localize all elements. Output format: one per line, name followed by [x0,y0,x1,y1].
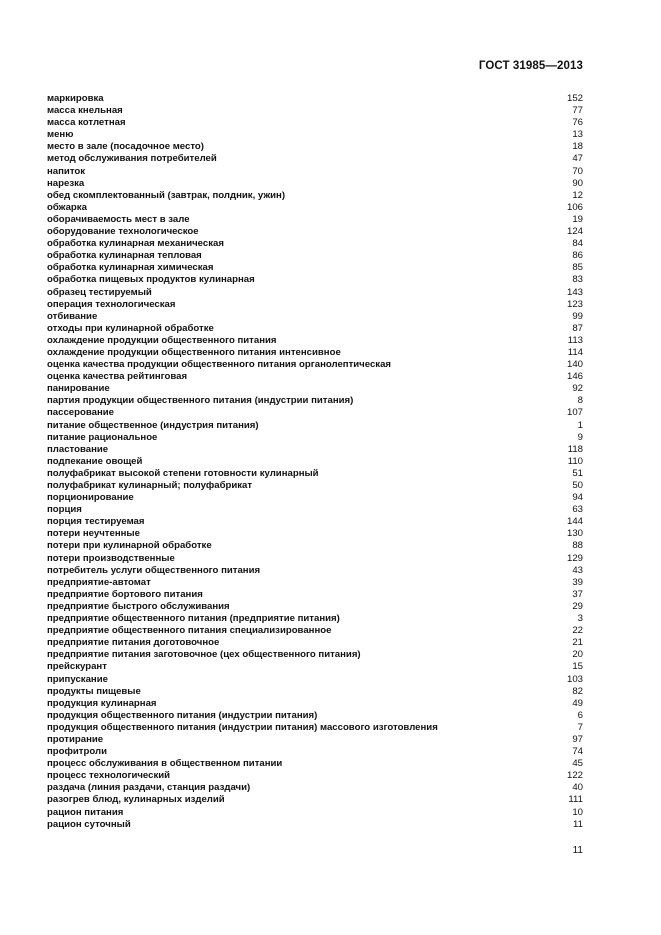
index-entry [47,540,583,552]
index-entry [47,758,583,770]
index-term: предприятие общественного питания (предприятие питания) [47,613,340,625]
index-page-number: 97 [572,733,583,745]
index-page-number: 99 [572,310,583,322]
index-page-number: 111 [568,794,583,806]
index-page-number: 51 [572,467,583,479]
index-page-number: 12 [572,189,583,201]
index-term: операция технологическая [47,298,176,310]
index-term: нарезка [47,177,85,189]
index-term: протирание [47,733,104,745]
index-term: оценка качества рейтинговая [47,371,188,383]
index-entry [47,807,583,819]
index-term: продукты пищевые [47,685,141,697]
index-entry [47,129,583,141]
index-entry [47,141,583,153]
index-term: меню [47,129,74,141]
index-page-number: 11 [573,818,583,830]
index-term: потери при кулинарной обработке [47,540,212,552]
index-page-number: 84 [572,238,583,250]
index-page-number: 114 [567,346,583,358]
index-page-number: 140 [566,359,583,371]
index-page-number: 49 [572,697,583,709]
index-page-number: 18 [572,141,583,153]
index-page-number: 88 [572,540,583,552]
index-entry [47,214,583,226]
index-entry [47,819,583,831]
index-page-number: 7 [577,721,583,733]
index-entry [47,480,583,492]
index-entry [47,504,583,516]
index-entry [47,287,583,299]
index-entry [47,686,583,698]
index-entry [47,359,583,371]
index-term: отбивание [47,310,98,322]
index-page-number: 122 [566,770,583,782]
index-entry [47,105,583,117]
index-page-number: 124 [566,226,583,238]
index-term: порция тестируемая [47,516,145,528]
index-entry [47,589,583,601]
index-page-number: 50 [572,480,583,491]
alphabetical-term-index [47,93,583,831]
page-number: 11 [572,845,583,856]
index-page-number: 107 [566,407,583,419]
index-term: оценка качества продукции общественного питания органолептическая [47,359,392,371]
index-page-number: 85 [572,262,583,274]
index-term: питание рациональное [47,431,158,443]
index-page-number: 47 [572,153,583,165]
index-page-number: 92 [572,383,583,395]
index-entry [47,613,583,625]
index-page-number: 37 [572,588,583,600]
index-entry [47,528,583,540]
index-entry [47,323,583,335]
index-term: образец тестируемый [47,286,152,298]
index-page-number: 19 [572,213,583,225]
index-term: предприятие-автомат [47,576,151,588]
index-entry [47,710,583,722]
index-term: предприятие питания доготовочное [47,637,220,649]
index-entry [47,577,583,589]
index-term: подпекание овощей [47,455,143,467]
index-term: обработка кулинарная химическая [47,262,214,274]
index-term: предприятие бортового питания [47,588,203,600]
index-entry [47,601,583,613]
index-term: обжарка [47,201,87,213]
index-term: рацион питания [47,806,124,818]
index-entry [47,407,583,419]
index-term: отходы при кулинарной обработке [47,322,214,334]
index-entry [47,347,583,359]
index-entry [47,722,583,734]
index-entry [47,153,583,165]
index-entry [47,637,583,649]
index-term: обед скомплектованный (завтрак, полдник, ужин) [47,189,286,201]
index-term: обработка кулинарная тепловая [47,250,202,262]
index-entry [47,311,583,323]
index-entry [47,250,583,262]
index-page-number: 6 [577,709,583,721]
index-term: охлаждение продукции общественного питания [47,334,277,346]
index-term: продукция общественного питания (индустрии питания) массового изготовления [47,721,438,733]
index-term: метод обслуживания потребителей [47,153,217,165]
index-page-number: 152 [566,93,583,104]
index-entry [47,565,583,577]
index-term: разогрев блюд, кулинарных изделий [47,794,225,806]
index-term: потребитель услуги общественного питания [47,564,261,576]
index-term: панирование [47,383,110,395]
index-term: припускание [47,673,108,685]
index-page-number: 45 [572,758,583,770]
index-term: обработка пищевых продуктов кулинарная [47,274,255,286]
document-header: ГОСТ 31985—2013 [478,60,583,72]
index-page-number: 143 [566,286,583,298]
index-entry [47,178,583,190]
index-term: потери неучтенные [47,528,140,540]
index-entry [47,661,583,673]
index-term: профитроли [47,746,107,758]
index-term: прейскурант [47,661,107,673]
index-page-number: 29 [572,600,583,612]
index-entry [47,553,583,565]
index-page-number: 82 [572,685,583,697]
index-entry [47,93,583,105]
index-page-number: 86 [572,250,583,262]
index-entry [47,746,583,758]
index-term: пластование [47,443,109,455]
index-page-number: 13 [572,129,583,141]
index-page-number: 90 [572,177,583,189]
index-entry [47,335,583,347]
index-term: предприятие быстрого обслуживания [47,600,230,612]
index-entry [47,117,583,129]
index-term: масса кнельная [47,105,123,117]
index-entry [47,299,583,311]
index-term: порция [47,504,82,516]
index-term: напиток [47,165,86,177]
index-term: полуфабрикат высокой степени готовности кулинарный [47,467,319,479]
index-page-number: 87 [572,322,583,334]
index-page-number: 103 [566,673,583,685]
index-page-number: 39 [572,576,583,588]
index-entry [47,420,583,432]
index-entry [47,794,583,806]
index-entry [47,238,583,250]
index-page-number: 20 [572,649,583,661]
index-entry [47,516,583,528]
index-term: процесс технологический [47,770,171,782]
index-term: рацион суточный [47,818,131,830]
index-entry [47,770,583,782]
index-page-number: 123 [566,298,583,310]
index-page-number: 106 [566,201,583,213]
index-term: продукция кулинарная [47,697,157,709]
index-page-number: 15 [572,661,583,673]
index-page-number: 113 [567,334,583,346]
index-term: потери производственные [47,552,175,564]
index-page-number: 43 [572,564,583,576]
index-entry [47,734,583,746]
index-entry [47,202,583,214]
index-page-number: 83 [572,274,583,286]
index-entry [47,262,583,274]
index-term: продукция общественного питания (индустрии питания) [47,709,318,721]
index-page-number: 94 [572,492,583,504]
index-term: место в зале (посадочное место) [47,141,204,153]
index-page-number: 40 [572,782,583,794]
index-term: предприятие общественного питания специализированное [47,625,332,637]
index-page-number: 76 [572,117,583,129]
index-term: полуфабрикат кулинарный; полуфабрикат [47,480,253,491]
index-entry [47,492,583,504]
index-entry [47,649,583,661]
index-term: маркировка [47,93,104,104]
index-entry [47,698,583,710]
index-entry [47,782,583,794]
index-term: питание общественное (индустрия питания) [47,419,259,431]
index-page-number: 3 [577,613,583,625]
index-page-number: 144 [566,516,583,528]
index-term: порционирование [47,492,134,504]
index-page-number: 8 [577,395,583,407]
index-page-number: 10 [572,806,583,818]
index-page-number: 146 [566,371,583,383]
index-page-number: 74 [572,746,583,758]
index-page-number: 1 [577,419,583,431]
index-page-number: 77 [572,105,583,117]
index-entry [47,456,583,468]
index-term: оборудование технологическое [47,226,199,238]
index-entry [47,444,583,456]
index-entry [47,432,583,444]
index-entry [47,625,583,637]
index-page-number: 110 [567,455,583,467]
index-term: пассерование [47,407,114,419]
index-entry [47,274,583,286]
index-entry [47,190,583,202]
index-term: обработка кулинарная механическая [47,238,224,250]
index-page-number: 129 [566,552,583,564]
index-entry [47,395,583,407]
index-term: партия продукции общественного питания (индустрии питания) [47,395,354,407]
index-page-number: 70 [572,165,583,177]
index-term: раздача (линия раздачи, станция раздачи) [47,782,251,794]
index-term: предприятие питания заготовочное (цех общественного питания) [47,649,361,661]
index-page-number: 130 [566,528,583,540]
index-page-number: 118 [567,443,583,455]
index-page-number: 22 [572,625,583,637]
index-entry [47,166,583,178]
index-page-number: 21 [572,637,583,649]
index-entry [47,383,583,395]
index-term: масса котлетная [47,117,126,129]
index-entry [47,468,583,480]
index-entry [47,226,583,238]
index-entry [47,674,583,686]
index-page-number: 63 [572,504,583,516]
index-page-number: 9 [577,431,583,443]
index-term: процесс обслуживания в общественном питании [47,758,283,770]
index-entry [47,371,583,383]
index-term: оборачиваемость мест в зале [47,213,190,225]
index-term: охлаждение продукции общественного питания интенсивное [47,346,341,358]
